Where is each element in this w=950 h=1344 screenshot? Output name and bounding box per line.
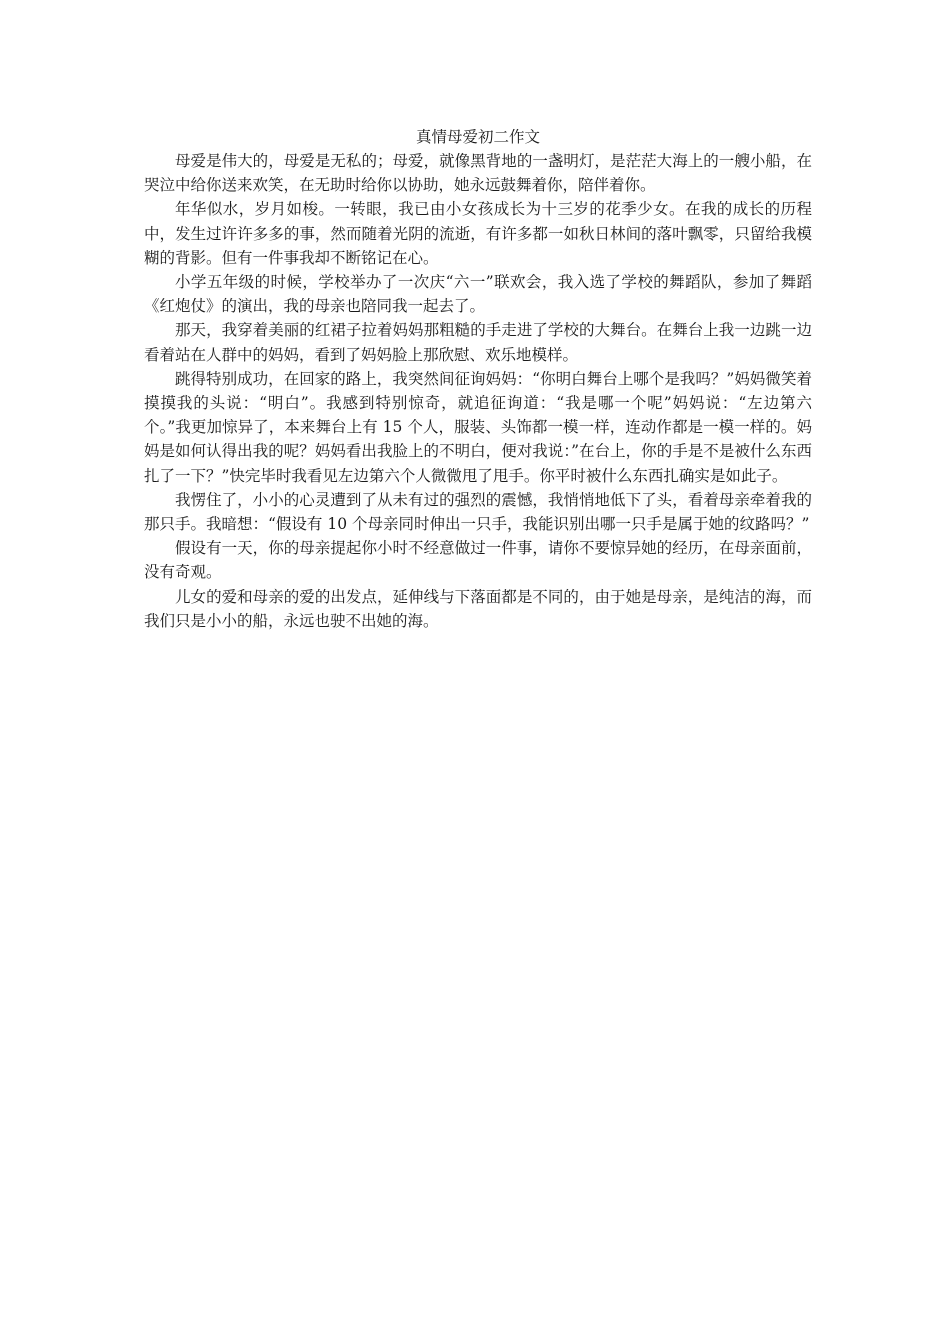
paragraph: 母爱是伟大的，母爱是无私的；母爱，就像黑背地的一盏明灯，是茫茫大海上的一艘小船，在哭泣中给你送来欢笑，在无助时给你以协助，她永远鼓舞着你，陪伴着你。: [144, 152, 812, 195]
paragraph: 年华似水，岁月如梭。一转眼，我已由小女孩成长为十三岁的花季少女。在我的成长的历程中，发生过许许多多的事，然而随着光阴的流逝，有许多都一如秋日林间的落叶飘零，只留给我模糊的背影。但有一件事我却不断铭记在心。: [144, 200, 812, 267]
document-title: 真情母爱初二作文: [415, 128, 540, 146]
paragraph: 假设有一天，你的母亲提起你小时不经意做过一件事，请你不要惊异她的经历，在母亲面前，没有奇观。: [144, 539, 812, 582]
document-body: [144, 125, 812, 633]
paragraph: 小学五年级的时候，学校举办了一次庆“六一”联欢会，我入选了学校的舞蹈队，参加了舞蹈《红炮仗》的演出，我的母亲也陪同我一起去了。: [144, 273, 812, 316]
paragraph: 跳得特别成功，在回家的路上，我突然间征询妈妈：“你明白舞台上哪个是我吗？”妈妈微笑着摸摸我的头说：“明白”。我感到特别惊奇，就追征询道：“我是哪一个呢”妈妈说：“左边第六个。”我更加惊异了，本来舞台上有 15 个人，服装、头饰都一模一样，连动作都是一模一样的。妈妈是如何认得出我的呢？妈妈看出我脸上的不明白，便对我说：”在台上，你的手是不是被什么东西扎了一下？”快完毕时我看见左边第六个人微微甩了甩手。你平时被什么东西扎确实是如此子。: [144, 369, 812, 485]
paragraph: 那天，我穿着美丽的红裙子拉着妈妈那粗糙的手走进了学校的大舞台。在舞台上我一边跳一边看着站在人群中的妈妈，看到了妈妈脸上那欣慰、欢乐地模样。: [144, 321, 812, 364]
paragraph: 儿女的爱和母亲的爱的出发点，延伸线与下落面都是不同的，由于她是母亲，是纯洁的海，而我们只是小小的船，永远也驶不出她的海。: [144, 587, 812, 630]
paragraph: 我愣住了，小小的心灵遭到了从未有过的强烈的震憾，我悄悄地低下了头，看着母亲牵着我的那只手。我暗想：“假设有 10 个母亲同时伸出一只手，我能识别出哪一只手是属于她的纹路吗？”: [144, 490, 812, 534]
